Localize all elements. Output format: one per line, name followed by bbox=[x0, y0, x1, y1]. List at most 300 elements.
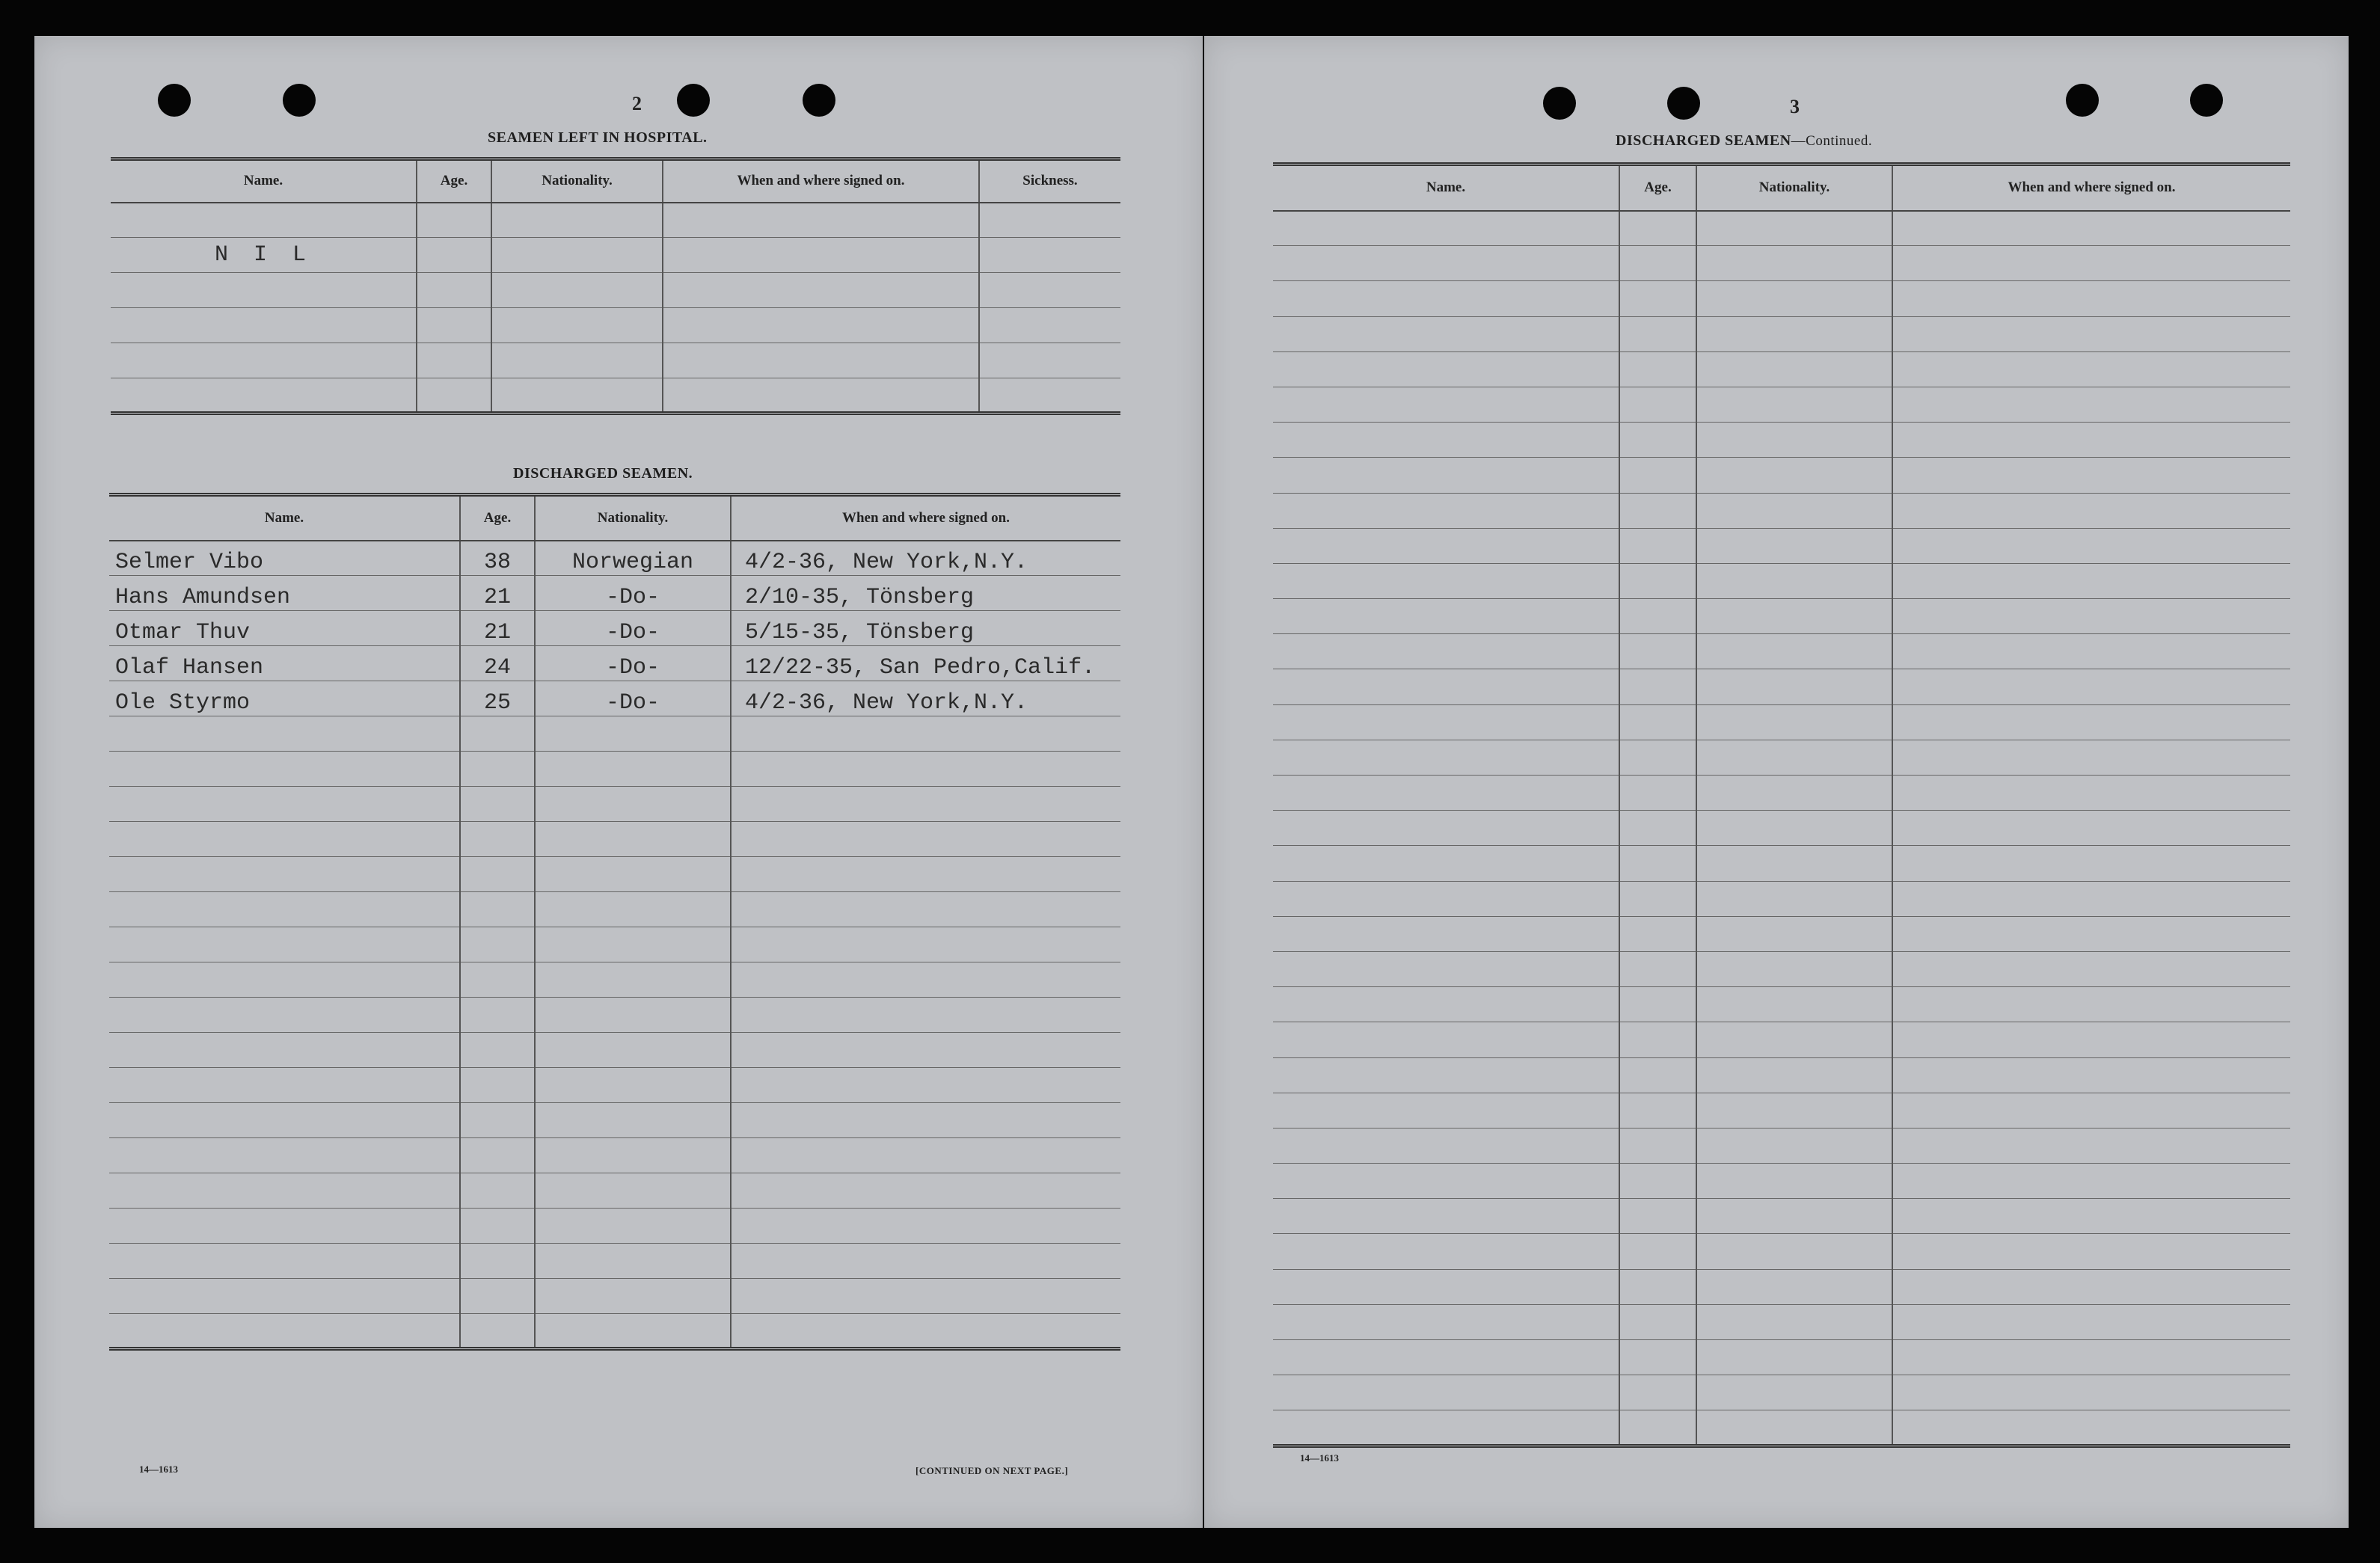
table-row bbox=[1273, 846, 2290, 881]
table-cell bbox=[535, 1103, 731, 1138]
table-cell bbox=[731, 1173, 1120, 1209]
table-cell: Olaf Hansen bbox=[109, 646, 460, 681]
table-cell bbox=[1696, 881, 1892, 916]
table-row bbox=[1273, 246, 2290, 281]
table-row bbox=[109, 576, 1120, 611]
table-cell bbox=[1619, 1057, 1696, 1093]
table-cell bbox=[731, 1279, 1120, 1314]
table-row bbox=[1273, 1410, 2290, 1446]
table-cell bbox=[1696, 246, 1892, 281]
table-cell bbox=[1892, 1093, 2290, 1128]
table-cell bbox=[460, 1033, 535, 1068]
table-cell bbox=[1619, 387, 1696, 422]
table-cell bbox=[1696, 951, 1892, 986]
table-row bbox=[1273, 1269, 2290, 1304]
table-cell bbox=[109, 962, 460, 998]
table-cell bbox=[1273, 1410, 1619, 1446]
table-row bbox=[1273, 387, 2290, 422]
table-cell bbox=[1619, 1375, 1696, 1410]
table-cell bbox=[1696, 1164, 1892, 1199]
discharged-table bbox=[109, 493, 1120, 1351]
table-cell bbox=[1619, 1164, 1696, 1199]
table-cell bbox=[1619, 951, 1696, 986]
table-cell bbox=[663, 308, 979, 343]
table-row bbox=[1273, 1304, 2290, 1339]
table-row bbox=[1273, 881, 2290, 916]
continued-note: [CONTINUED ON NEXT PAGE.] bbox=[915, 1465, 1069, 1476]
table-row bbox=[1273, 493, 2290, 528]
table-row bbox=[1273, 740, 2290, 775]
form-code: 14—1613 bbox=[139, 1464, 178, 1475]
table-cell bbox=[109, 1279, 460, 1314]
table-cell bbox=[1696, 599, 1892, 634]
table-cell bbox=[979, 343, 1120, 378]
table-cell bbox=[731, 1314, 1120, 1349]
title-suffix: —Continued. bbox=[1791, 133, 1873, 149]
table-row bbox=[109, 1173, 1120, 1209]
column-header: Name. bbox=[1273, 165, 1619, 211]
table-cell bbox=[1619, 563, 1696, 598]
table-cell bbox=[1892, 846, 2290, 881]
table-cell bbox=[417, 343, 491, 378]
table-cell bbox=[1696, 987, 1892, 1022]
table-cell bbox=[1273, 1093, 1619, 1128]
left-page bbox=[34, 36, 1203, 1528]
table-cell bbox=[1619, 1304, 1696, 1339]
table-row bbox=[109, 822, 1120, 857]
table-cell bbox=[1273, 987, 1619, 1022]
table-cell bbox=[460, 927, 535, 962]
discharged-continued-table bbox=[1273, 162, 2290, 1448]
table-cell bbox=[109, 857, 460, 892]
table-row bbox=[1273, 669, 2290, 704]
table-cell bbox=[1619, 1022, 1696, 1057]
column-header: When and where signed on. bbox=[1892, 165, 2290, 211]
table-cell bbox=[1619, 246, 1696, 281]
page-number: 2 bbox=[632, 93, 642, 114]
table-cell bbox=[491, 203, 663, 238]
continued-header-row bbox=[1273, 165, 2290, 211]
hospital-header-row bbox=[111, 159, 1120, 203]
table-cell: Ole Styrmo bbox=[109, 681, 460, 716]
table-cell bbox=[1892, 281, 2290, 316]
table-row bbox=[109, 927, 1120, 962]
table-cell bbox=[109, 1103, 460, 1138]
table-cell bbox=[1696, 1410, 1892, 1446]
table-cell: 38 bbox=[460, 541, 535, 576]
table-cell bbox=[535, 1173, 731, 1209]
table-cell bbox=[1696, 1269, 1892, 1304]
table-cell bbox=[1619, 846, 1696, 881]
table-cell: Selmer Vibo bbox=[109, 541, 460, 576]
table-cell bbox=[1696, 916, 1892, 951]
table-cell bbox=[1273, 776, 1619, 811]
table-cell bbox=[1892, 1375, 2290, 1410]
table-cell bbox=[1619, 316, 1696, 351]
table-cell bbox=[1273, 916, 1619, 951]
title-main: DISCHARGED SEAMEN bbox=[1616, 132, 1791, 149]
table-cell bbox=[1619, 1269, 1696, 1304]
table-cell bbox=[1892, 1304, 2290, 1339]
table-row bbox=[1273, 528, 2290, 563]
table-row bbox=[109, 998, 1120, 1033]
table-cell: 4/2-36, New York,N.Y. bbox=[731, 541, 1120, 576]
table-cell bbox=[1892, 881, 2290, 916]
table-cell bbox=[1892, 916, 2290, 951]
table-cell bbox=[1696, 1234, 1892, 1269]
table-cell bbox=[1696, 704, 1892, 740]
table-row bbox=[109, 1244, 1120, 1279]
table-cell: 25 bbox=[460, 681, 535, 716]
table-row bbox=[1273, 423, 2290, 458]
table-cell bbox=[109, 1314, 460, 1349]
table-row bbox=[1273, 1093, 2290, 1128]
table-cell bbox=[1696, 211, 1892, 246]
table-cell bbox=[1619, 669, 1696, 704]
table-row bbox=[109, 646, 1120, 681]
table-cell bbox=[1619, 528, 1696, 563]
column-header: When and where signed on. bbox=[731, 495, 1120, 541]
table-row bbox=[1273, 211, 2290, 246]
table-cell bbox=[1273, 458, 1619, 493]
table-cell bbox=[663, 238, 979, 273]
table-cell bbox=[731, 822, 1120, 857]
table-cell bbox=[460, 1244, 535, 1279]
table-cell bbox=[1273, 704, 1619, 740]
table-row bbox=[109, 857, 1120, 892]
table-cell bbox=[1619, 776, 1696, 811]
table-cell bbox=[1273, 1057, 1619, 1093]
table-cell bbox=[1619, 458, 1696, 493]
table-cell: -Do- bbox=[535, 576, 731, 611]
table-cell bbox=[109, 716, 460, 752]
table-cell bbox=[979, 273, 1120, 308]
table-cell bbox=[1696, 316, 1892, 351]
table-cell bbox=[1892, 704, 2290, 740]
table-cell bbox=[460, 962, 535, 998]
table-cell bbox=[663, 343, 979, 378]
table-cell bbox=[731, 962, 1120, 998]
table-cell bbox=[1696, 423, 1892, 458]
table-cell bbox=[1619, 811, 1696, 846]
table-cell bbox=[1619, 1410, 1696, 1446]
table-cell bbox=[460, 857, 535, 892]
table-cell bbox=[1273, 563, 1619, 598]
table-cell bbox=[1273, 423, 1619, 458]
column-header: When and where signed on. bbox=[663, 159, 979, 203]
column-header: Nationality. bbox=[1696, 165, 1892, 211]
table-cell bbox=[460, 787, 535, 822]
table-cell: N I L bbox=[111, 238, 417, 273]
table-cell bbox=[111, 203, 417, 238]
table-cell bbox=[1892, 1164, 2290, 1199]
table-cell bbox=[1696, 351, 1892, 387]
table-cell bbox=[109, 927, 460, 962]
table-cell bbox=[1696, 281, 1892, 316]
table-row bbox=[109, 1138, 1120, 1173]
table-cell bbox=[731, 998, 1120, 1033]
table-row bbox=[109, 752, 1120, 787]
table-cell bbox=[535, 1068, 731, 1103]
table-cell bbox=[1892, 1057, 2290, 1093]
table-cell bbox=[731, 1138, 1120, 1173]
table-row bbox=[1273, 1057, 2290, 1093]
form-code: 14—1613 bbox=[1300, 1452, 1339, 1464]
table-row bbox=[1273, 458, 2290, 493]
table-cell bbox=[109, 1209, 460, 1244]
table-cell: -Do- bbox=[535, 646, 731, 681]
table-cell bbox=[1273, 599, 1619, 634]
table-row bbox=[109, 1314, 1120, 1349]
table-row bbox=[109, 1279, 1120, 1314]
table-cell bbox=[111, 343, 417, 378]
table-cell bbox=[1892, 563, 2290, 598]
table-cell bbox=[1619, 599, 1696, 634]
table-cell bbox=[535, 716, 731, 752]
table-row bbox=[109, 1068, 1120, 1103]
table-cell bbox=[109, 998, 460, 1033]
table-cell: -Do- bbox=[535, 611, 731, 646]
table-cell bbox=[1619, 881, 1696, 916]
table-row bbox=[111, 308, 1120, 343]
table-cell bbox=[1619, 740, 1696, 775]
table-cell bbox=[1273, 1164, 1619, 1199]
table-cell bbox=[460, 1138, 535, 1173]
table-cell bbox=[1273, 281, 1619, 316]
table-cell bbox=[1619, 1234, 1696, 1269]
table-cell bbox=[1696, 493, 1892, 528]
table-cell bbox=[1696, 811, 1892, 846]
table-cell bbox=[1696, 1022, 1892, 1057]
table-cell bbox=[1696, 387, 1892, 422]
table-cell bbox=[1619, 493, 1696, 528]
table-cell bbox=[491, 238, 663, 273]
table-cell bbox=[1696, 1199, 1892, 1234]
table-cell bbox=[979, 238, 1120, 273]
table-cell bbox=[1892, 211, 2290, 246]
table-cell bbox=[491, 343, 663, 378]
table-cell bbox=[731, 1068, 1120, 1103]
table-cell bbox=[1619, 1199, 1696, 1234]
table-cell bbox=[535, 1138, 731, 1173]
table-cell bbox=[1696, 846, 1892, 881]
table-row bbox=[1273, 563, 2290, 598]
table-cell bbox=[731, 1244, 1120, 1279]
table-cell bbox=[731, 787, 1120, 822]
table-cell bbox=[460, 1103, 535, 1138]
table-cell bbox=[535, 1314, 731, 1349]
table-row bbox=[111, 378, 1120, 414]
table-cell bbox=[979, 308, 1120, 343]
table-cell bbox=[460, 822, 535, 857]
table-cell bbox=[111, 273, 417, 308]
table-row bbox=[1273, 1128, 2290, 1163]
table-cell bbox=[731, 716, 1120, 752]
table-row bbox=[1273, 704, 2290, 740]
table-cell bbox=[1696, 458, 1892, 493]
table-cell bbox=[1892, 1234, 2290, 1269]
table-row bbox=[1273, 316, 2290, 351]
table-cell bbox=[1273, 493, 1619, 528]
table-cell bbox=[1273, 1340, 1619, 1375]
table-cell bbox=[1892, 423, 2290, 458]
table-cell bbox=[1619, 281, 1696, 316]
table-row bbox=[109, 962, 1120, 998]
table-cell bbox=[460, 1068, 535, 1103]
punch-hole-icon bbox=[2066, 84, 2099, 117]
punch-hole-icon bbox=[1543, 87, 1576, 120]
table-cell bbox=[109, 822, 460, 857]
table-row bbox=[109, 892, 1120, 927]
table-cell bbox=[979, 378, 1120, 414]
table-cell bbox=[1619, 704, 1696, 740]
table-row bbox=[109, 787, 1120, 822]
table-cell bbox=[731, 1103, 1120, 1138]
table-cell bbox=[731, 1209, 1120, 1244]
table-row bbox=[1273, 351, 2290, 387]
table-cell bbox=[460, 716, 535, 752]
table-cell bbox=[1273, 634, 1619, 669]
table-row bbox=[111, 203, 1120, 238]
table-cell: 5/15-35, Tönsberg bbox=[731, 611, 1120, 646]
page-number: 3 bbox=[1790, 96, 1800, 117]
table-cell bbox=[460, 1173, 535, 1209]
table-cell bbox=[1619, 634, 1696, 669]
table-cell bbox=[1273, 387, 1619, 422]
table-cell bbox=[1696, 528, 1892, 563]
table-row bbox=[1273, 1234, 2290, 1269]
table-cell bbox=[731, 857, 1120, 892]
table-cell bbox=[109, 1033, 460, 1068]
table-cell bbox=[1892, 387, 2290, 422]
table-cell bbox=[1273, 951, 1619, 986]
table-row bbox=[1273, 281, 2290, 316]
column-header: Age. bbox=[417, 159, 491, 203]
table-row bbox=[1273, 811, 2290, 846]
table-cell: Norwegian bbox=[535, 541, 731, 576]
table-cell bbox=[535, 927, 731, 962]
table-row bbox=[111, 238, 1120, 273]
table-cell bbox=[1892, 351, 2290, 387]
table-cell bbox=[460, 1314, 535, 1349]
table-cell bbox=[1696, 1057, 1892, 1093]
table-cell bbox=[1892, 740, 2290, 775]
table-row bbox=[1273, 1199, 2290, 1234]
table-cell bbox=[535, 822, 731, 857]
table-cell bbox=[1273, 211, 1619, 246]
table-cell bbox=[1892, 987, 2290, 1022]
table-cell bbox=[109, 1173, 460, 1209]
table-cell bbox=[535, 857, 731, 892]
table-cell bbox=[417, 203, 491, 238]
table-cell bbox=[1696, 740, 1892, 775]
table-cell bbox=[1273, 1304, 1619, 1339]
table-cell bbox=[1696, 634, 1892, 669]
table-cell bbox=[460, 998, 535, 1033]
table-cell bbox=[979, 203, 1120, 238]
table-cell bbox=[417, 378, 491, 414]
table-cell bbox=[731, 1033, 1120, 1068]
table-row bbox=[109, 716, 1120, 752]
table-cell bbox=[1892, 1269, 2290, 1304]
table-cell bbox=[1619, 423, 1696, 458]
table-cell bbox=[1619, 211, 1696, 246]
table-cell: Otmar Thuv bbox=[109, 611, 460, 646]
table-cell bbox=[111, 308, 417, 343]
hospital-section-title: SEAMEN LEFT IN HOSPITAL. bbox=[488, 129, 708, 146]
table-cell bbox=[535, 1279, 731, 1314]
table-cell bbox=[535, 752, 731, 787]
table-cell bbox=[535, 787, 731, 822]
table-cell bbox=[1892, 599, 2290, 634]
table-cell bbox=[535, 892, 731, 927]
table-cell bbox=[1273, 669, 1619, 704]
table-row bbox=[1273, 916, 2290, 951]
table-cell bbox=[1696, 1375, 1892, 1410]
punch-hole-icon bbox=[677, 84, 710, 117]
table-cell bbox=[1892, 776, 2290, 811]
right-page bbox=[1204, 36, 2349, 1528]
table-cell bbox=[460, 1279, 535, 1314]
table-cell bbox=[109, 752, 460, 787]
table-cell bbox=[491, 378, 663, 414]
table-cell bbox=[109, 1068, 460, 1103]
table-cell bbox=[1273, 1022, 1619, 1057]
table-cell bbox=[460, 1209, 535, 1244]
column-header: Sickness. bbox=[979, 159, 1120, 203]
table-cell bbox=[731, 752, 1120, 787]
table-cell bbox=[1892, 1128, 2290, 1163]
table-row bbox=[111, 273, 1120, 308]
table-row bbox=[1273, 634, 2290, 669]
table-cell bbox=[535, 1033, 731, 1068]
column-header: Nationality. bbox=[535, 495, 731, 541]
table-cell bbox=[1892, 246, 2290, 281]
table-cell bbox=[1619, 1093, 1696, 1128]
table-cell: 21 bbox=[460, 576, 535, 611]
punch-hole-icon bbox=[2190, 84, 2223, 117]
table-cell bbox=[1619, 987, 1696, 1022]
table-cell bbox=[535, 998, 731, 1033]
table-row bbox=[1273, 776, 2290, 811]
column-header: Age. bbox=[1619, 165, 1696, 211]
table-cell bbox=[1696, 563, 1892, 598]
table-row bbox=[1273, 987, 2290, 1022]
table-row bbox=[109, 541, 1120, 576]
table-cell bbox=[1892, 458, 2290, 493]
table-cell bbox=[109, 1244, 460, 1279]
punch-hole-icon bbox=[803, 84, 835, 117]
table-cell bbox=[109, 1138, 460, 1173]
table-cell bbox=[663, 378, 979, 414]
discharged-section-title: DISCHARGED SEAMEN. bbox=[513, 465, 693, 482]
table-cell: 24 bbox=[460, 646, 535, 681]
table-cell: Hans Amundsen bbox=[109, 576, 460, 611]
table-cell bbox=[1892, 528, 2290, 563]
table-row bbox=[109, 1033, 1120, 1068]
table-cell bbox=[1696, 1304, 1892, 1339]
table-cell bbox=[535, 1244, 731, 1279]
table-row bbox=[109, 1209, 1120, 1244]
table-row bbox=[1273, 1340, 2290, 1375]
table-cell bbox=[1273, 811, 1619, 846]
table-cell bbox=[460, 752, 535, 787]
table-cell bbox=[1892, 669, 2290, 704]
table-cell bbox=[1273, 1234, 1619, 1269]
table-cell bbox=[1273, 351, 1619, 387]
table-cell bbox=[1696, 669, 1892, 704]
table-cell bbox=[1619, 1340, 1696, 1375]
